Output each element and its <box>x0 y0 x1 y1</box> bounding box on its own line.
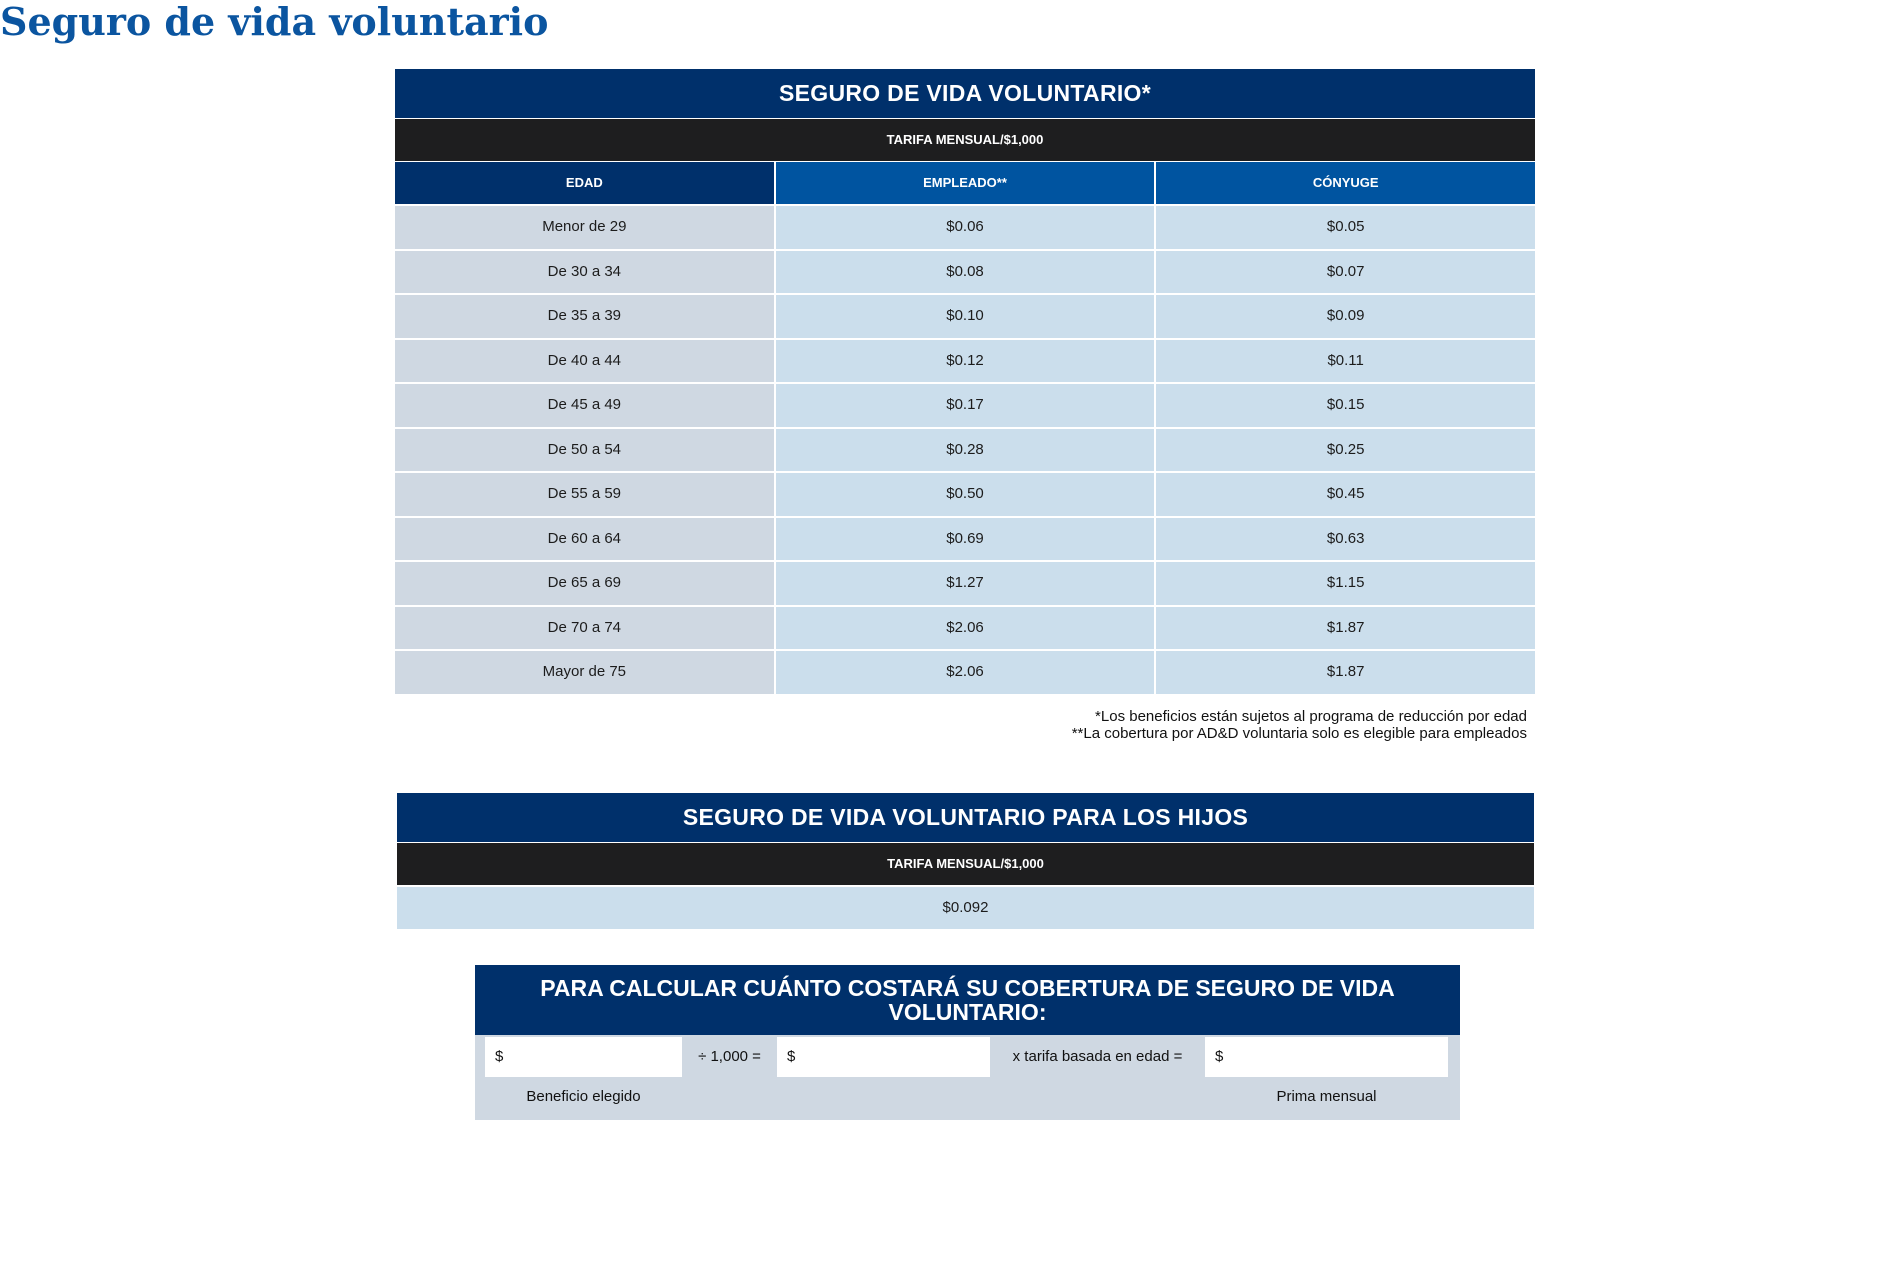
table-row <box>395 516 1535 561</box>
employee-rate-cell: $0.10 <box>774 295 1155 338</box>
employee-rate-cell: $0.28 <box>774 429 1155 472</box>
table-row <box>395 605 1535 650</box>
page-title: Seguro de vida voluntario <box>0 0 549 44</box>
employee-rate-cell: $2.06 <box>774 651 1155 694</box>
children-rate-value: $0.092 <box>397 885 1534 929</box>
monthly-premium-label: Prima mensual <box>1276 1088 1377 1105</box>
employee-rate-cell: $0.69 <box>774 518 1155 561</box>
table-row <box>395 204 1535 249</box>
benefit-elected-label: Beneficio elegido <box>526 1088 641 1105</box>
table-row <box>395 249 1535 294</box>
rates-table <box>395 69 1535 742</box>
spouse-rate-cell: $1.87 <box>1154 651 1535 694</box>
age-cell: De 40 a 44 <box>395 340 774 383</box>
rates-table-subtitle: TARIFA MENSUAL/$1,000 <box>395 118 1535 161</box>
monthly-premium-field[interactable]: $ <box>1205 1037 1448 1077</box>
column-header-age: EDAD <box>395 162 774 204</box>
table-row <box>395 471 1535 516</box>
spouse-rate-cell: $0.63 <box>1154 518 1535 561</box>
column-header-spouse: CÓNYUGE <box>1154 162 1535 204</box>
rates-table-title: SEGURO DE VIDA VOLUNTARIO* <box>395 69 1535 118</box>
employee-rate-cell: $0.08 <box>774 251 1155 294</box>
spouse-rate-cell: $0.45 <box>1154 473 1535 516</box>
age-cell: Menor de 29 <box>395 206 774 249</box>
table-row <box>395 649 1535 694</box>
employee-rate-cell: $0.17 <box>774 384 1155 427</box>
children-table-subtitle: TARIFA MENSUAL/$1,000 <box>397 842 1534 885</box>
table-row <box>395 338 1535 383</box>
table-row <box>395 382 1535 427</box>
age-cell: De 45 a 49 <box>395 384 774 427</box>
children-table-title: SEGURO DE VIDA VOLUNTARIO PARA LOS HIJOS <box>397 793 1534 842</box>
spouse-rate-cell: $0.07 <box>1154 251 1535 294</box>
spouse-rate-cell: $1.15 <box>1154 562 1535 605</box>
rates-table-body <box>395 204 1535 694</box>
employee-rate-cell: $0.12 <box>774 340 1155 383</box>
employee-rate-cell: $0.06 <box>774 206 1155 249</box>
age-cell: De 60 a 64 <box>395 518 774 561</box>
spouse-rate-cell: $0.05 <box>1154 206 1535 249</box>
age-cell: De 70 a 74 <box>395 607 774 650</box>
benefit-amount-field[interactable]: $ <box>485 1037 682 1077</box>
table-row <box>395 293 1535 338</box>
age-cell: De 55 a 59 <box>395 473 774 516</box>
coverage-calculator <box>475 965 1460 1120</box>
employee-rate-cell: $2.06 <box>774 607 1155 650</box>
employee-rate-cell: $0.50 <box>774 473 1155 516</box>
units-field[interactable]: $ <box>777 1037 990 1077</box>
age-cell: De 65 a 69 <box>395 562 774 605</box>
spouse-rate-cell: $0.25 <box>1154 429 1535 472</box>
spouse-rate-cell: $0.09 <box>1154 295 1535 338</box>
spouse-rate-cell: $0.11 <box>1154 340 1535 383</box>
spouse-rate-cell: $1.87 <box>1154 607 1535 650</box>
table-row <box>395 560 1535 605</box>
spouse-rate-cell: $0.15 <box>1154 384 1535 427</box>
multiply-rate-operator: x tarifa basada en edad = <box>1012 1048 1183 1065</box>
divide-operator: ÷ 1,000 = <box>698 1048 761 1065</box>
footnotes <box>395 694 1535 742</box>
table-row <box>395 427 1535 472</box>
footnote-add-eligibility: **La cobertura por AD&D voluntaria solo es elegible para empleados <box>1071 724 1527 742</box>
age-cell: De 50 a 54 <box>395 429 774 472</box>
rates-table-header-row <box>395 161 1535 204</box>
children-table <box>397 793 1534 929</box>
column-header-employee: EMPLEADO** <box>774 162 1155 204</box>
age-cell: Mayor de 75 <box>395 651 774 694</box>
calculator-title: PARA CALCULAR CUÁNTO COSTARÁ SU COBERTURA DE SEGURO DE VIDA VOLUNTARIO: <box>475 965 1460 1035</box>
footnote-age-reduction: *Los beneficios están sujetos al programa de reducción por edad <box>1095 707 1527 725</box>
age-cell: De 30 a 34 <box>395 251 774 294</box>
age-cell: De 35 a 39 <box>395 295 774 338</box>
employee-rate-cell: $1.27 <box>774 562 1155 605</box>
